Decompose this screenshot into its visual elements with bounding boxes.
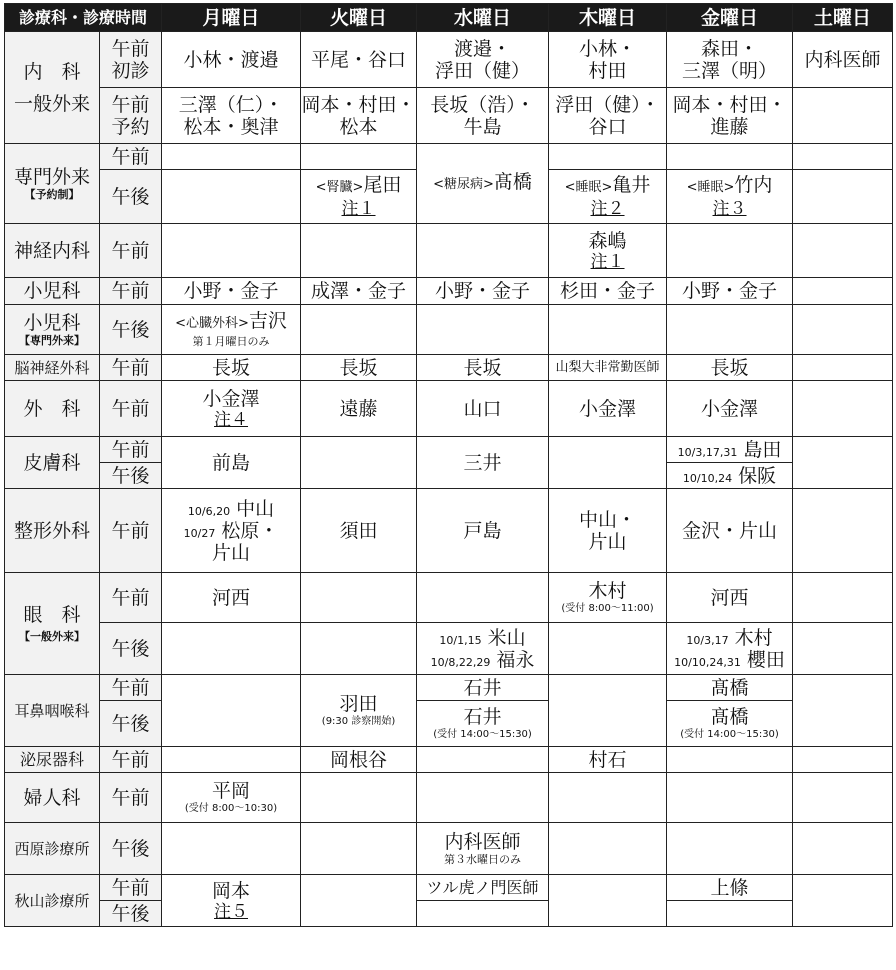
dept-nishihara: 西原診療所 — [5, 823, 100, 875]
dept-ent: 耳鼻咽喉科 — [5, 675, 100, 747]
gynecology-mon: 平岡 (受付 8:00～10:30) — [162, 773, 301, 823]
surgery-sat — [793, 381, 893, 437]
akiyama-sat — [793, 875, 893, 927]
dept-internal-line2: 一般外来 — [13, 92, 90, 115]
ophthalmology-thu: 木村 (受付 8:00～11:00) — [549, 573, 667, 623]
dept-neuro: 神経内科 — [5, 224, 100, 278]
pediatrics-special-thu — [549, 305, 667, 355]
ophthalmology-pm-sat — [793, 623, 893, 675]
akiyama-tue — [301, 875, 417, 927]
orthopedics-sat — [793, 489, 893, 573]
dept-surgery: 外 科 — [5, 381, 100, 437]
akiyama-fri-pm — [667, 901, 793, 927]
ent-sat — [793, 675, 893, 747]
ophthalmology-pm-wed: 10/1,15 米山 10/8,22,29 福永 — [417, 623, 549, 675]
slot-pm: 午後 — [100, 463, 162, 489]
neuro-thu: 森嶋 注１ — [549, 224, 667, 278]
orthopedics-fri: 金沢・片山 — [667, 489, 793, 573]
internal-first-thu: 小林・ 村田 — [549, 32, 667, 88]
dermatology-tue — [301, 437, 417, 489]
ophthalmology-am-wed — [417, 573, 549, 623]
gynecology-thu — [549, 773, 667, 823]
slot-am: 午前 — [100, 675, 162, 701]
internal-reserve-mon: 三澤（仁）・ 松本・奥津 — [162, 88, 301, 144]
surgery-thu: 小金澤 — [549, 381, 667, 437]
dept-orthopedics: 整形外科 — [5, 489, 100, 573]
header-sat: 土曜日 — [793, 4, 893, 32]
pediatrics-special-fri — [667, 305, 793, 355]
neuro-sat — [793, 224, 893, 278]
schedule-table — [4, 3, 893, 927]
slot-am: 午前 — [100, 573, 162, 623]
specialty-am-thu — [549, 144, 667, 170]
ophthalmology-fri: 河西 — [667, 573, 793, 623]
gynecology-fri — [667, 773, 793, 823]
pediatrics-thu: 杉田・金子 — [549, 278, 667, 305]
nishihara-tue — [301, 823, 417, 875]
slot-am-first: 午前 初診 — [100, 32, 162, 88]
ophthalmology-pm-mon — [162, 623, 301, 675]
specialty-pm-tue: <腎臓>尾田 注１ — [301, 170, 417, 224]
neurosurgery-fri: 長坂 — [667, 355, 793, 381]
dermatology-sat — [793, 437, 893, 489]
specialty-pm-sat — [793, 170, 893, 224]
dermatology-thu — [549, 437, 667, 489]
slot-pm: 午後 — [100, 170, 162, 224]
slot-pm: 午後 — [100, 701, 162, 747]
dermatology-wed: 三井 — [417, 437, 549, 489]
nishihara-mon — [162, 823, 301, 875]
header-wed: 水曜日 — [417, 4, 549, 32]
akiyama-thu — [549, 875, 667, 927]
neurosurgery-wed: 長坂 — [417, 355, 549, 381]
specialty-pm-thu: <睡眠>亀井 注２ — [549, 170, 667, 224]
header-fri: 金曜日 — [667, 4, 793, 32]
slot-am: 午前 — [100, 437, 162, 463]
ent-thu — [549, 675, 667, 747]
neurosurgery-sat — [793, 355, 893, 381]
header-tue: 火曜日 — [301, 4, 417, 32]
specialty-pm-mon — [162, 170, 301, 224]
slot-am: 午前 — [100, 144, 162, 170]
internal-first-fri: 森田・ 三澤（明） — [667, 32, 793, 88]
dept-ophthalmology: 眼 科 【一般外来】 — [5, 573, 100, 675]
nishihara-fri — [667, 823, 793, 875]
slot-am: 午前 — [100, 355, 162, 381]
ent-wed-am: 石井 — [417, 675, 549, 701]
dermatology-fri-pm: 10/10,24 保阪 — [667, 463, 793, 489]
internal-first-tue: 平尾・谷口 — [301, 32, 417, 88]
dept-neurosurgery: 脳神経外科 — [5, 355, 100, 381]
slot-am: 午前 — [100, 224, 162, 278]
nishihara-sat — [793, 823, 893, 875]
slot-pm: 午後 — [100, 901, 162, 927]
ent-fri-pm: 髙橋 (受付 14:00～15:30) — [667, 701, 793, 747]
neuro-wed — [417, 224, 549, 278]
pediatrics-special-tue — [301, 305, 417, 355]
ophthalmology-mon: 河西 — [162, 573, 301, 623]
ophthalmology-pm-tue — [301, 623, 417, 675]
urology-mon — [162, 747, 301, 773]
ent-wed-pm: 石井 (受付 14:00～15:30) — [417, 701, 549, 747]
internal-first-sat: 内科医師 — [793, 32, 893, 88]
pediatrics-mon: 小野・金子 — [162, 278, 301, 305]
dept-gynecology: 婦人科 — [5, 773, 100, 823]
dept-pediatrics: 小児科 — [5, 278, 100, 305]
header-thu: 木曜日 — [549, 4, 667, 32]
gynecology-sat — [793, 773, 893, 823]
ophthalmology-am-tue — [301, 573, 417, 623]
internal-reserve-sat — [793, 88, 893, 144]
neurosurgery-tue: 長坂 — [301, 355, 417, 381]
ophthalmology-am-sat — [793, 573, 893, 623]
neuro-mon — [162, 224, 301, 278]
neurosurgery-thu: 山梨大非常勤医師 — [549, 355, 667, 381]
urology-sat — [793, 747, 893, 773]
internal-reserve-tue: 岡本・村田・ 松本 — [301, 88, 417, 144]
slot-am: 午前 — [100, 747, 162, 773]
dept-pediatrics-special: 小児科 【専門外来】 — [5, 305, 100, 355]
dermatology-fri-am: 10/3,17,31 島田 — [667, 437, 793, 463]
slot-am: 午前 — [100, 875, 162, 901]
ent-tue: 羽田 (9:30 診察開始) — [301, 675, 417, 747]
ent-mon — [162, 675, 301, 747]
internal-reserve-wed: 長坂（浩）・ 牛島 — [417, 88, 549, 144]
pediatrics-fri: 小野・金子 — [667, 278, 793, 305]
pediatrics-tue: 成澤・金子 — [301, 278, 417, 305]
dermatology-mon: 前島 — [162, 437, 301, 489]
slot-am: 午前 — [100, 278, 162, 305]
internal-first-wed: 渡邉・ 浮田（健） — [417, 32, 549, 88]
ophthalmology-pm-thu — [549, 623, 667, 675]
nishihara-wed: 内科医師 第３水曜日のみ — [417, 823, 549, 875]
urology-wed — [417, 747, 549, 773]
pediatrics-special-sat — [793, 305, 893, 355]
specialty-wed: <糖尿病>髙橋 — [417, 144, 549, 224]
slot-pm: 午後 — [100, 823, 162, 875]
header-dept-time: 診療科・診療時間 — [5, 4, 162, 32]
surgery-wed: 山口 — [417, 381, 549, 437]
akiyama-wed-am: ツル虎ノ門医師 — [417, 875, 549, 901]
slot-am-reserve: 午前 予約 — [100, 88, 162, 144]
dept-urology: 泌尿器科 — [5, 747, 100, 773]
slot-am: 午前 — [100, 381, 162, 437]
specialty-pm-fri: <睡眠>竹内 注３ — [667, 170, 793, 224]
orthopedics-mon: 10/6,20 中山 10/27 松原・ 片山 — [162, 489, 301, 573]
slot-pm: 午後 — [100, 623, 162, 675]
urology-fri — [667, 747, 793, 773]
slot-am: 午前 — [100, 489, 162, 573]
neuro-fri — [667, 224, 793, 278]
pediatrics-special-mon: <心臓外科>吉沢 第１月曜日のみ — [162, 305, 301, 355]
internal-reserve-thu: 浮田（健）・ 谷口 — [549, 88, 667, 144]
ent-fri-am: 髙橋 — [667, 675, 793, 701]
slot-am: 午前 — [100, 773, 162, 823]
dept-specialty: 専門外来 【予約制】 — [5, 144, 100, 224]
header-mon: 月曜日 — [162, 4, 301, 32]
pediatrics-sat — [793, 278, 893, 305]
specialty-am-tue — [301, 144, 417, 170]
orthopedics-tue: 須田 — [301, 489, 417, 573]
akiyama-wed-pm — [417, 901, 549, 927]
orthopedics-wed: 戸島 — [417, 489, 549, 573]
dept-akiyama: 秋山診療所 — [5, 875, 100, 927]
akiyama-fri-am: 上條 — [667, 875, 793, 901]
neurosurgery-mon: 長坂 — [162, 355, 301, 381]
surgery-mon: 小金澤 注４ — [162, 381, 301, 437]
surgery-tue: 遠藤 — [301, 381, 417, 437]
neuro-tue — [301, 224, 417, 278]
dept-dermatology: 皮膚科 — [5, 437, 100, 489]
specialty-am-fri — [667, 144, 793, 170]
specialty-am-sat — [793, 144, 893, 170]
orthopedics-thu: 中山・ 片山 — [549, 489, 667, 573]
dept-internal-line1: 内 科 — [23, 60, 81, 83]
slot-pm: 午後 — [100, 305, 162, 355]
specialty-am-mon — [162, 144, 301, 170]
nishihara-thu — [549, 823, 667, 875]
ophthalmology-pm-fri: 10/3,17 木村 10/10,24,31 櫻田 — [667, 623, 793, 675]
gynecology-wed — [417, 773, 549, 823]
internal-reserve-fri: 岡本・村田・ 進藤 — [667, 88, 793, 144]
urology-thu: 村石 — [549, 747, 667, 773]
pediatrics-special-wed — [417, 305, 549, 355]
pediatrics-wed: 小野・金子 — [417, 278, 549, 305]
surgery-fri: 小金澤 — [667, 381, 793, 437]
gynecology-tue — [301, 773, 417, 823]
akiyama-mon: 岡本 注５ — [162, 875, 301, 927]
urology-tue: 岡根谷 — [301, 747, 417, 773]
internal-first-mon: 小林・渡邉 — [162, 32, 301, 88]
dept-internal — [5, 32, 100, 144]
